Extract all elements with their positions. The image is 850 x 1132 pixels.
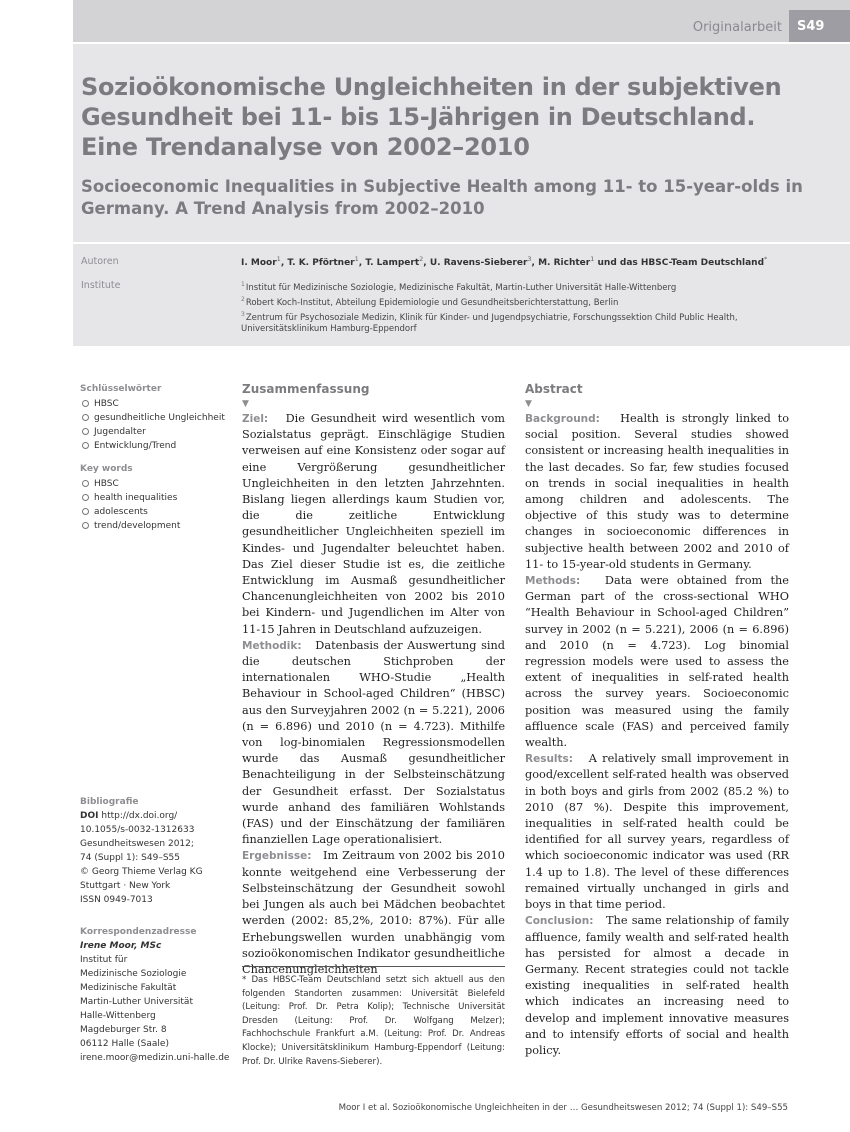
keyword-item bbox=[80, 505, 230, 519]
address-line: Institut für bbox=[80, 955, 128, 965]
institute-number: 2 bbox=[241, 295, 245, 303]
biblio-line: Stuttgart · New York bbox=[80, 881, 171, 891]
author-affiliation: 3 bbox=[527, 255, 532, 263]
institute-text: Institut für Medizinische Soziologie, Medizinische Fakultät, Martin-Luther Universität Halle-Wittenberg bbox=[245, 282, 677, 293]
zusammenfassung-heading: Zusammenfassung bbox=[242, 382, 370, 396]
page-number: S49 bbox=[789, 10, 850, 42]
background-text: Health is strongly linked to social position. Several studies showed consistent or increasing health inequalities in the last decades. So far, few studies focused on trends in social inequalities in health among children and adolescents. The objective of this study was to determine changes in socioeconomic differences in subjective health between 2002 and 2010 of 11- to 15-year-old students in Germany. bbox=[525, 412, 789, 571]
keyword-text: HBSC bbox=[94, 399, 119, 409]
biblio-line: 10.1055/s-0032-1312633 bbox=[80, 825, 195, 835]
biblio-line: 74 (Suppl 1): S49–S55 bbox=[80, 853, 180, 863]
institute-item bbox=[241, 309, 831, 336]
bullet-icon bbox=[82, 442, 89, 449]
keyword-item bbox=[80, 519, 230, 533]
triangle-down-icon: ▼ bbox=[242, 399, 249, 409]
author-name: T. K. Pförtner bbox=[287, 258, 355, 268]
conclusion-label: Conclusion: bbox=[525, 915, 594, 928]
keyword-item bbox=[80, 397, 230, 411]
methods-text: Data were obtained from the German part of the cross-sectional WHO “Health Behaviour in School-aged Children” survey in 2002 (n = 5.221), 2006 (n = 6.896) and 2010 (n = 4.723). Log binomial regression models were used to assess the extent of inequalities in self-rated health across the survey years. Socioeconomic position was measured using the family affluence scale (FAS) and perceived family wealth. bbox=[525, 574, 789, 750]
address-line: Medizinische Fakultät bbox=[80, 983, 177, 993]
institute-item bbox=[241, 279, 831, 294]
keyword-text: Jugendalter bbox=[94, 427, 146, 437]
keywords-en-heading: Key words bbox=[80, 464, 133, 474]
institute-number: 1 bbox=[241, 281, 245, 288]
background-paragraph bbox=[525, 411, 789, 573]
ziel-paragraph bbox=[242, 411, 505, 638]
methods-label: Methods: bbox=[525, 575, 581, 588]
footnote-divider bbox=[242, 966, 505, 967]
keyword-item bbox=[80, 425, 230, 439]
address-line: Medizinische Soziologie bbox=[80, 969, 187, 979]
author-team-note: * bbox=[764, 255, 768, 263]
institute-item bbox=[241, 294, 831, 309]
email-link[interactable]: irene.moor@medizin.uni-halle.de bbox=[80, 1053, 230, 1063]
author-affiliation: 1 bbox=[276, 255, 281, 263]
ergebnisse-text: Im Zeitraum von 2002 bis 2010 konnte weitgehend eine Verbesserung der Selbsteinschätzung der Gesundheit sowohl bei Jungen als auch bei Mädchen beobachtet werden (2002: 85,2%, 2010: 87%). Für alle Erhebungswellen wurden unabhängig vom sozioökonomischen Indikator gesundheitliche Chancenungleichheiten bbox=[242, 849, 505, 976]
methods-paragraph bbox=[525, 573, 789, 751]
correspondence bbox=[80, 925, 235, 1065]
institutes-label: Institute bbox=[81, 280, 121, 291]
bibliography-heading: Bibliografie bbox=[80, 797, 139, 807]
bullet-icon bbox=[82, 480, 89, 487]
address-line: 06112 Halle (Saale) bbox=[80, 1039, 169, 1049]
author-name: T. Lampert bbox=[365, 258, 420, 268]
author-list: I. Moor$^1$, T. K. Pförtner$^1$, T. Lampert$^2$, U. Ravens-Sieberer$^3$, M. Richter$^1$ und das HBSC-Team Deutschland* bbox=[241, 255, 768, 268]
biblio-line: © Georg Thieme Verlag KG bbox=[80, 867, 203, 877]
ziel-text: Die Gesundheit wird wesentlich vom Sozialstatus geprägt. Einschlägige Studien verweisen auf eine Konsistenz oder sogar auf eine Vergrößerung gesundheitlicher Ungleichheiten in den letzten Jahrzehnten. Bislang liegen allerdings kaum Studien vor, die die zeitliche Entwicklung gesundheitlicher Ungleichheiten speziell im Kindes- und Jugendalter beleuchtet haben. Das Ziel dieser Studie ist es, die zeitliche Entwicklung im Ausmaß gesundheitlicher Chancenungleichheiten von 2002 bis 2010 bei Kindern- und Jugendlichen im Alter von 11-15 Jahren in Deutschland aufzuzeigen. bbox=[242, 412, 505, 636]
address-line: Magdeburger Str. 8 bbox=[80, 1025, 167, 1035]
methodik-text: Datenbasis der Auswertung sind die deutschen Stichproben der internationalen WHO-Studie „Health Behaviour in School-aged Children“ (HBSC) aus den Surveyjahren 2002 (n = 5.221), 2006 (n = 6.896) und 2010 (n = 4.723). Mithilfe von log-binomialen Regressionsmodellen wurde das Ausmaß gesundheitlicher Benachteiligung in der Selbsteinschätzung der Gesundheit erfasst. Der Sozialstatus wurde anhand des familiären Wohlstands (FAS) und der Einschätzung der familiären finanziellen Lage operationalisiert. bbox=[242, 638, 505, 847]
keyword-item bbox=[80, 491, 230, 505]
author-name: M. Richter bbox=[538, 258, 591, 268]
ergebnisse-paragraph bbox=[242, 848, 505, 978]
zusammenfassung-column bbox=[242, 381, 505, 978]
institutes-list bbox=[241, 279, 831, 335]
ziel-label: Ziel: bbox=[242, 413, 269, 425]
biblio-line: ISSN 0949-7013 bbox=[80, 895, 153, 905]
bullet-icon bbox=[82, 508, 89, 515]
institute-text: Zentrum für Psychosoziale Medizin, Klinik für Kinder- und Jugendpsychiatrie, Forschungssektion Child Public Health, Universitätsklinikum Hamburg-Eppendorf bbox=[241, 312, 738, 335]
keyword-text: trend/development bbox=[94, 521, 181, 531]
biblio-line: Gesundheitswesen 2012; bbox=[80, 839, 194, 849]
author-affiliation: 1 bbox=[590, 255, 595, 263]
doi-link[interactable]: http://dx.doi.org/ bbox=[101, 811, 178, 821]
keywords-de-heading: Schlüsselwörter bbox=[80, 384, 162, 394]
correspondence-heading: Korrespondenzadresse bbox=[80, 927, 197, 937]
address-line: Martin-Luther Universität bbox=[80, 997, 193, 1007]
keyword-text: Entwicklung/Trend bbox=[94, 441, 177, 451]
institute-number: 3 bbox=[241, 310, 245, 318]
keywords-de-list bbox=[80, 397, 230, 453]
author-affiliation: 1 bbox=[354, 255, 359, 263]
sidebar bbox=[80, 384, 230, 544]
keyword-text: adolescents bbox=[94, 507, 148, 517]
keyword-text: gesundheitliche Ungleichheit bbox=[94, 413, 225, 423]
title-block bbox=[73, 44, 850, 242]
ergebnisse-label: Ergebnisse: bbox=[242, 850, 312, 863]
bullet-icon bbox=[82, 428, 89, 435]
keyword-text: HBSC bbox=[94, 479, 119, 489]
results-label: Results: bbox=[525, 753, 573, 766]
results-text: A relatively small improvement in good/excellent self-rated health was observed in both boys and girls from 2002 (85.2 %) to 2010 (87 %). Despite this improvement, inequalities in self-rated health could be identified for all survey years, regardless of which socioeconomic indicator was used (RR 1.4 up to 1.8). The level of these differences remained virtually unchanged in girls and boys in that time period. bbox=[525, 752, 789, 912]
correspondence-name: Irene Moor, MSc bbox=[80, 941, 162, 951]
conclusion-text: The same relationship of family affluence, family wealth and self-rated health has persisted for almost a decade in Germany. Recent strategies could not tackle existing inequalities in self-rated health which indicates an increasing need to develop and implement innovative measures and to intensify efforts of social and health policy. bbox=[525, 914, 789, 1057]
section-label: Originalarbeit bbox=[692, 20, 782, 35]
keyword-item bbox=[80, 477, 230, 491]
author-team: und das HBSC-Team Deutschland bbox=[597, 258, 765, 268]
abstract-heading: Abstract bbox=[525, 382, 583, 396]
keyword-item bbox=[80, 439, 230, 453]
authors-block bbox=[73, 244, 850, 346]
author-name: U. Ravens-Sieberer bbox=[429, 258, 528, 268]
keywords-en-list bbox=[80, 477, 230, 533]
running-footer: Moor I et al. Sozioökonomische Ungleichheiten in der … Gesundheitswesen 2012; 74 (Suppl 1): S49–S55 bbox=[338, 1103, 788, 1113]
background-label: Background: bbox=[525, 413, 600, 425]
bullet-icon bbox=[82, 494, 89, 501]
abstract-column bbox=[525, 381, 789, 1059]
bullet-icon bbox=[82, 522, 89, 529]
address-line: Halle-Wittenberg bbox=[80, 1011, 156, 1021]
footnote: * Das HBSC-Team Deutschland setzt sich aktuell aus den folgenden Standorten zusammen: Universität Bielefeld (Leitung: Prof. Dr. Petra Kolip); Technische Universität Dresden (Leitung: Prof. Dr. Wolfgang Melzer); Fachhochschule Frankfurt a.M. (Leitung: Prof. Dr. Andreas Klocke); Universitätsklinikum Hamburg-Eppendorf (Leitung: Prof. Dr. Ulrike Ravens-Sieberer). bbox=[242, 975, 505, 1067]
triangle-down-icon: ▼ bbox=[525, 399, 532, 409]
title-english: Socioeconomic Inequalities in Subjective Health among 11- to 15-year-olds in Germany. A Trend Analysis from 2002–2010 bbox=[81, 177, 803, 218]
institute-text: Robert Koch-Institut, Abteilung Epidemiologie und Gesundheitsberichterstattung, Berlin bbox=[245, 297, 619, 308]
bullet-icon bbox=[82, 400, 89, 407]
authors-label: Autoren bbox=[81, 256, 119, 267]
author-affiliation: 2 bbox=[419, 255, 424, 263]
doi-label: DOI bbox=[80, 811, 99, 821]
methodik-label: Methodik: bbox=[242, 639, 302, 652]
title-german: Sozioökonomische Ungleichheiten in der subjektiven Gesundheit bei 11- bis 15-Jährigen in Deutschland. Eine Trendanalyse von 2002–2010 bbox=[81, 73, 782, 161]
bibliography bbox=[80, 795, 230, 907]
conclusion-paragraph bbox=[525, 913, 789, 1059]
author-name: I. Moor bbox=[241, 258, 277, 268]
results-paragraph bbox=[525, 751, 789, 913]
bullet-icon bbox=[82, 414, 89, 421]
methodik-paragraph bbox=[242, 638, 505, 849]
keyword-text: health inequalities bbox=[94, 493, 178, 503]
doi-line bbox=[80, 809, 230, 823]
keyword-item bbox=[80, 411, 230, 425]
